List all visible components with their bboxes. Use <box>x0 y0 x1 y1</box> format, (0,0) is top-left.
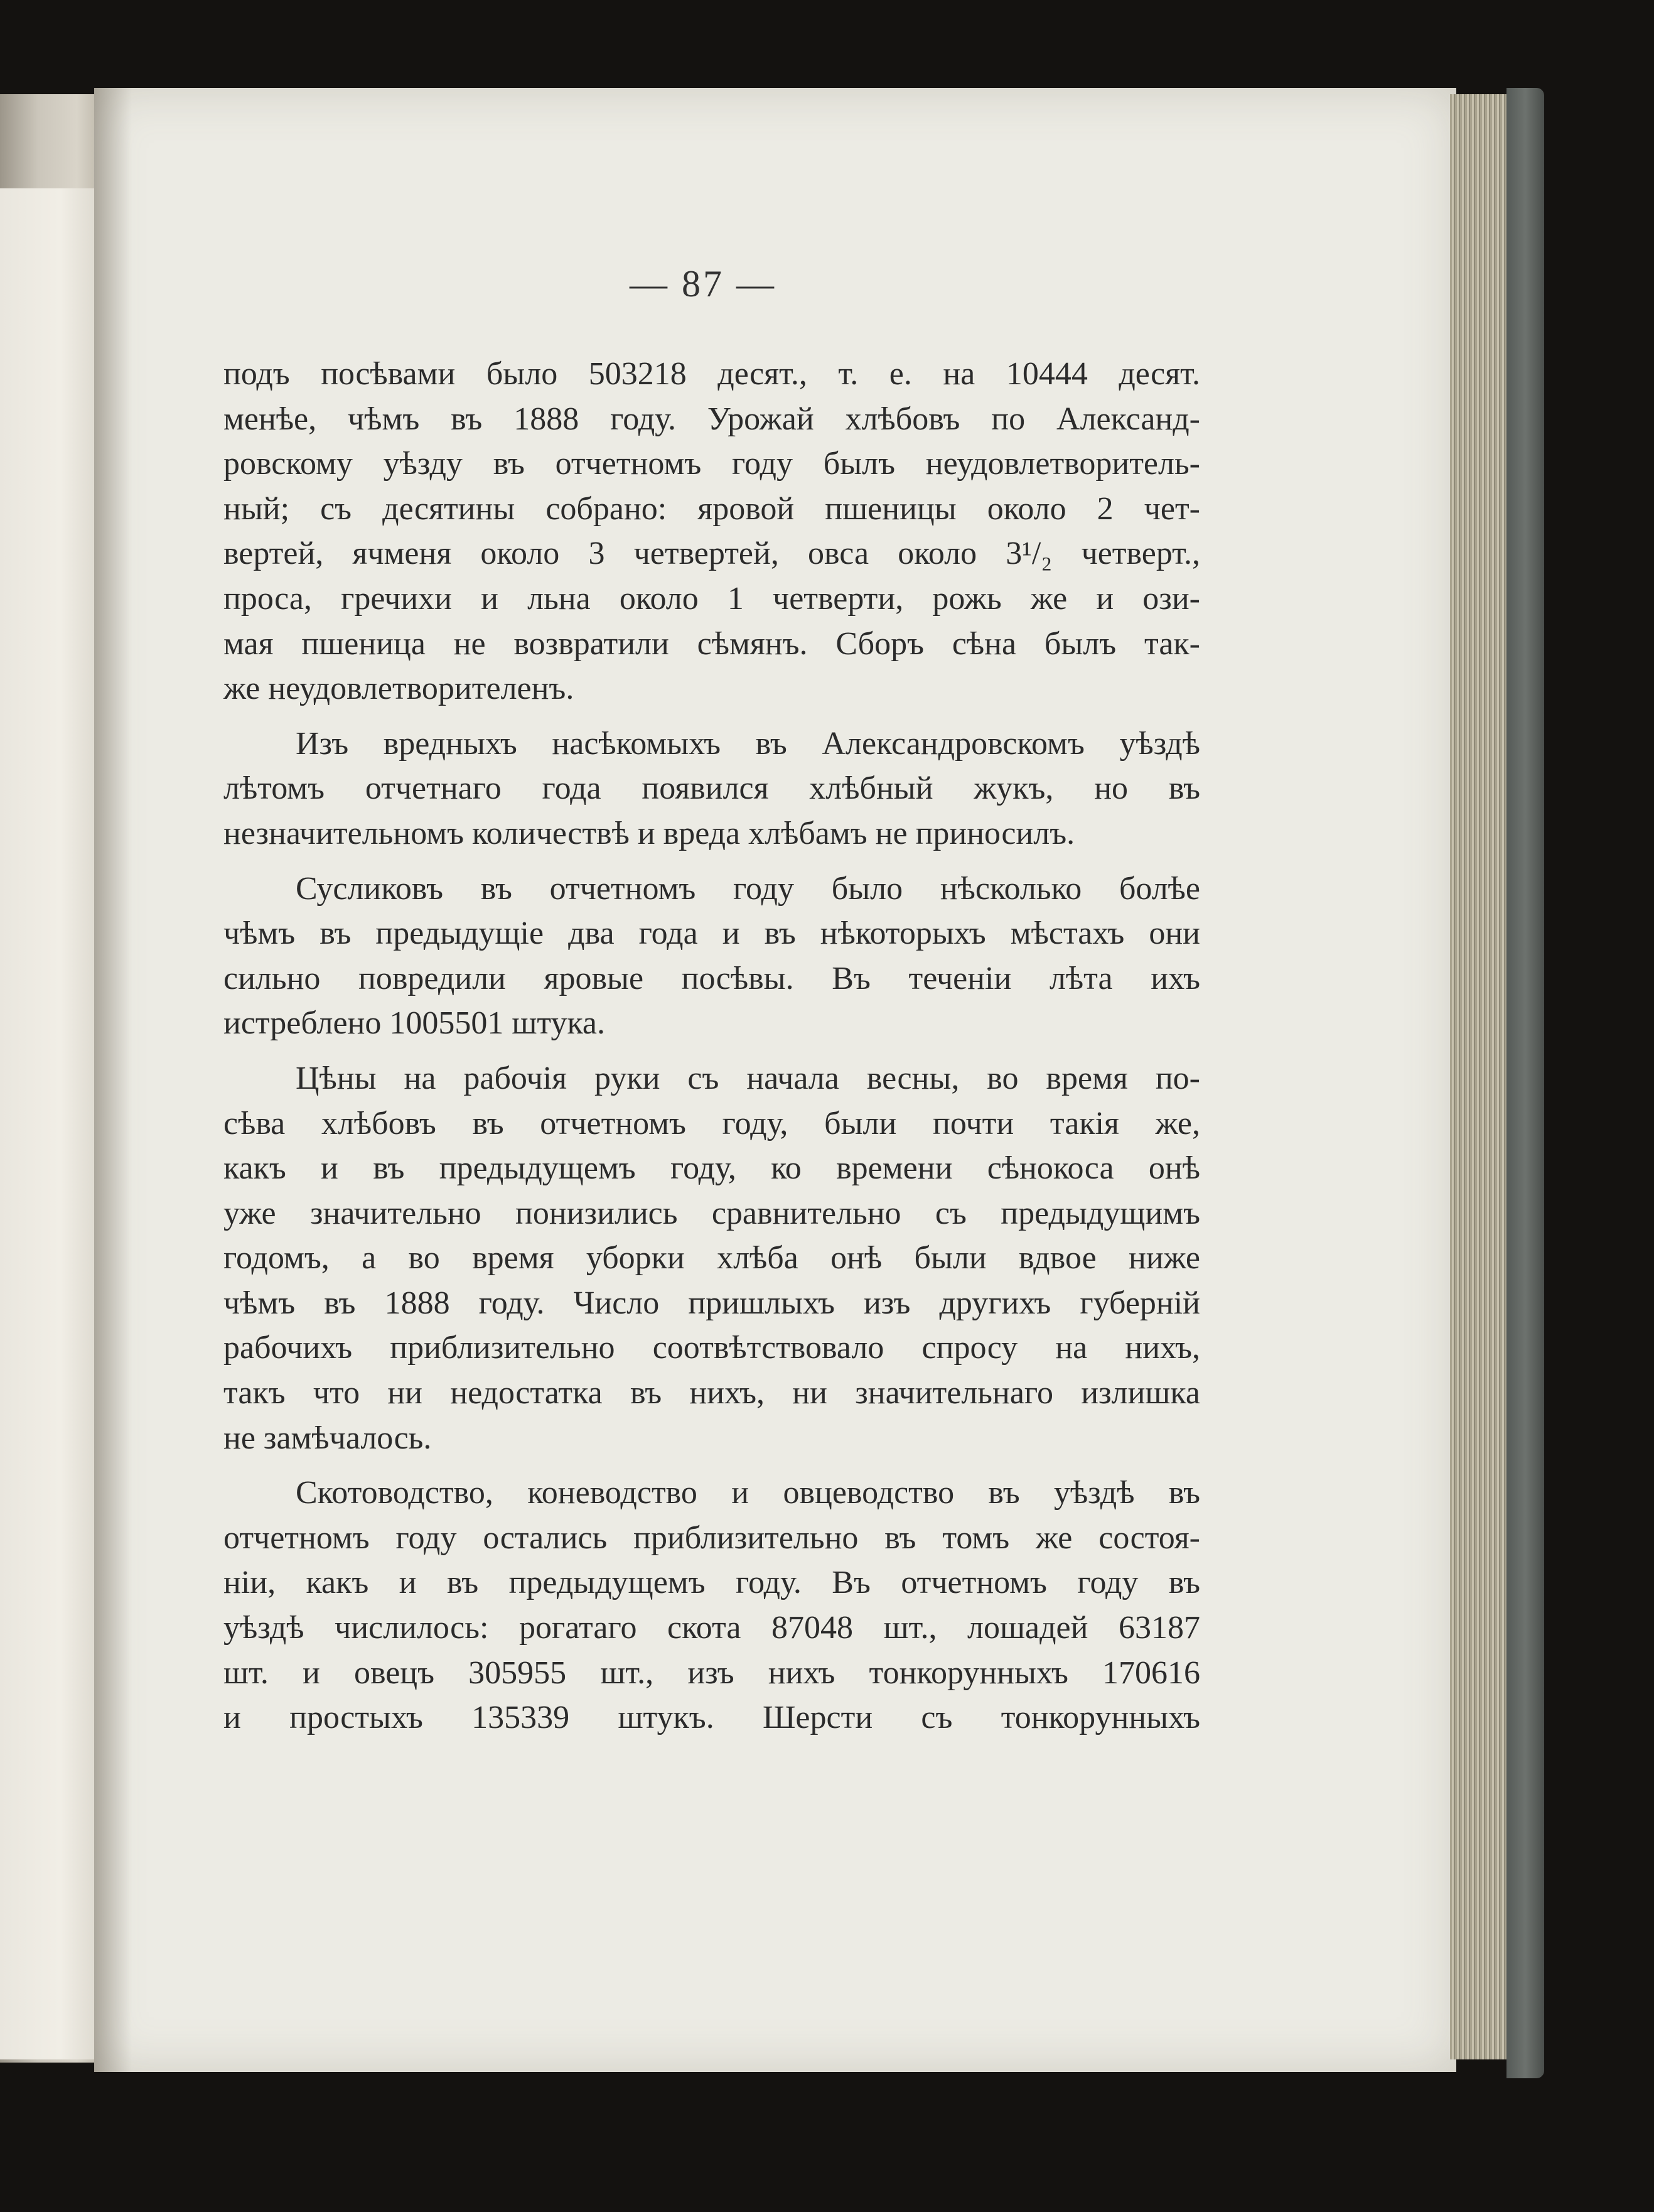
text-line: же неудовлетворителенъ. <box>223 671 574 707</box>
text-line: ніи, какъ и въ предыдущемъ году. Въ отчетномъ году въ <box>223 1565 1200 1601</box>
text-line: Скотоводство, коневодство и овцеводство въ уѣздѣ въ <box>296 1475 1200 1511</box>
text-line: истреблено 1005501 штука. <box>223 1005 606 1042</box>
text-line: незначительномъ количествѣ и вреда хлѣбамъ не приносилъ. <box>223 815 1075 851</box>
text-line: сильно повредили яровые посѣвы. Въ теченіи лѣта ихъ <box>223 960 1200 996</box>
text-line: и простыхъ 135339 штукъ. Шерсти съ тонкорунныхъ <box>223 1700 1200 1736</box>
text-line: рабочихъ приблизительно соотвѣтствовало спросу на нихъ, <box>223 1330 1200 1366</box>
text-line: уже значительно понизились сравнительно съ предыдущимъ <box>223 1195 1200 1231</box>
text-line: отчетномъ году остались приблизительно въ томъ же состоя- <box>223 1519 1200 1556</box>
previous-page-edge <box>0 188 100 2059</box>
text-line: такъ что ни недостатка въ нихъ, ни значительнаго излишка <box>223 1375 1200 1411</box>
text-line: Цѣны на рабочія руки съ начала весны, во время по- <box>296 1060 1200 1096</box>
text-line: вертей, ячменя около 3 четвертей, овса около 3¹/₂ четверт., <box>223 536 1200 572</box>
book-cover <box>1506 88 1544 2078</box>
text-line: Сусликовъ въ отчетномъ году было нѣсколько болѣе <box>296 870 1200 907</box>
text-line: Изъ вредныхъ насѣкомыхъ въ Александровскомъ уѣздѣ <box>296 725 1200 762</box>
text-line: менѣе, чѣмъ въ 1888 году. Урожай хлѣбовъ по Александ- <box>223 401 1200 437</box>
text-line: какъ и въ предыдущемъ году, ко времени сѣнокоса онѣ <box>223 1150 1200 1187</box>
text-line: лѣтомъ отчетнаго года появился хлѣбный жукъ, но въ <box>223 770 1200 807</box>
text-line: мая пшеница не возвратили сѣмянъ. Сборъ сѣна былъ так- <box>223 625 1200 662</box>
page-number: — 87 — <box>630 263 776 305</box>
text-line: годомъ, а во время уборки хлѣба онѣ были вдвое ниже <box>223 1240 1200 1276</box>
text-line: не замѣчалось. <box>223 1420 432 1456</box>
text-line: шт. и овецъ 305955 шт., изъ нихъ тонкорунныхъ 170616 <box>223 1654 1200 1691</box>
text-line: уѣздѣ числилось: рогатаго скота 87048 шт., лошадей 63187 <box>223 1610 1200 1646</box>
gutter-shadow <box>94 88 132 2072</box>
text-line: ровскому уѣзду въ отчетномъ году былъ неудовлетворитель- <box>223 446 1200 482</box>
text-line: сѣва хлѣбовъ въ отчетномъ году, были почти такія же, <box>223 1105 1200 1141</box>
text-line: проса, гречихи и льна около 1 четверти, рожь же и ози- <box>223 580 1200 617</box>
text-line: ный; съ десятины собрано: яровой пшеницы около 2 чет- <box>223 490 1200 527</box>
text-line: чѣмъ въ предыдущіе два года и въ нѣкоторыхъ мѣстахъ они <box>223 915 1200 952</box>
text-line: чѣмъ въ 1888 году. Число пришлыхъ изъ другихъ губерній <box>223 1285 1200 1321</box>
page-stack-edge <box>1450 94 1510 2059</box>
body-text <box>223 352 1200 1740</box>
text-line: подъ посѣвами было 503218 десят., т. е. на 10444 десят. <box>223 356 1200 392</box>
